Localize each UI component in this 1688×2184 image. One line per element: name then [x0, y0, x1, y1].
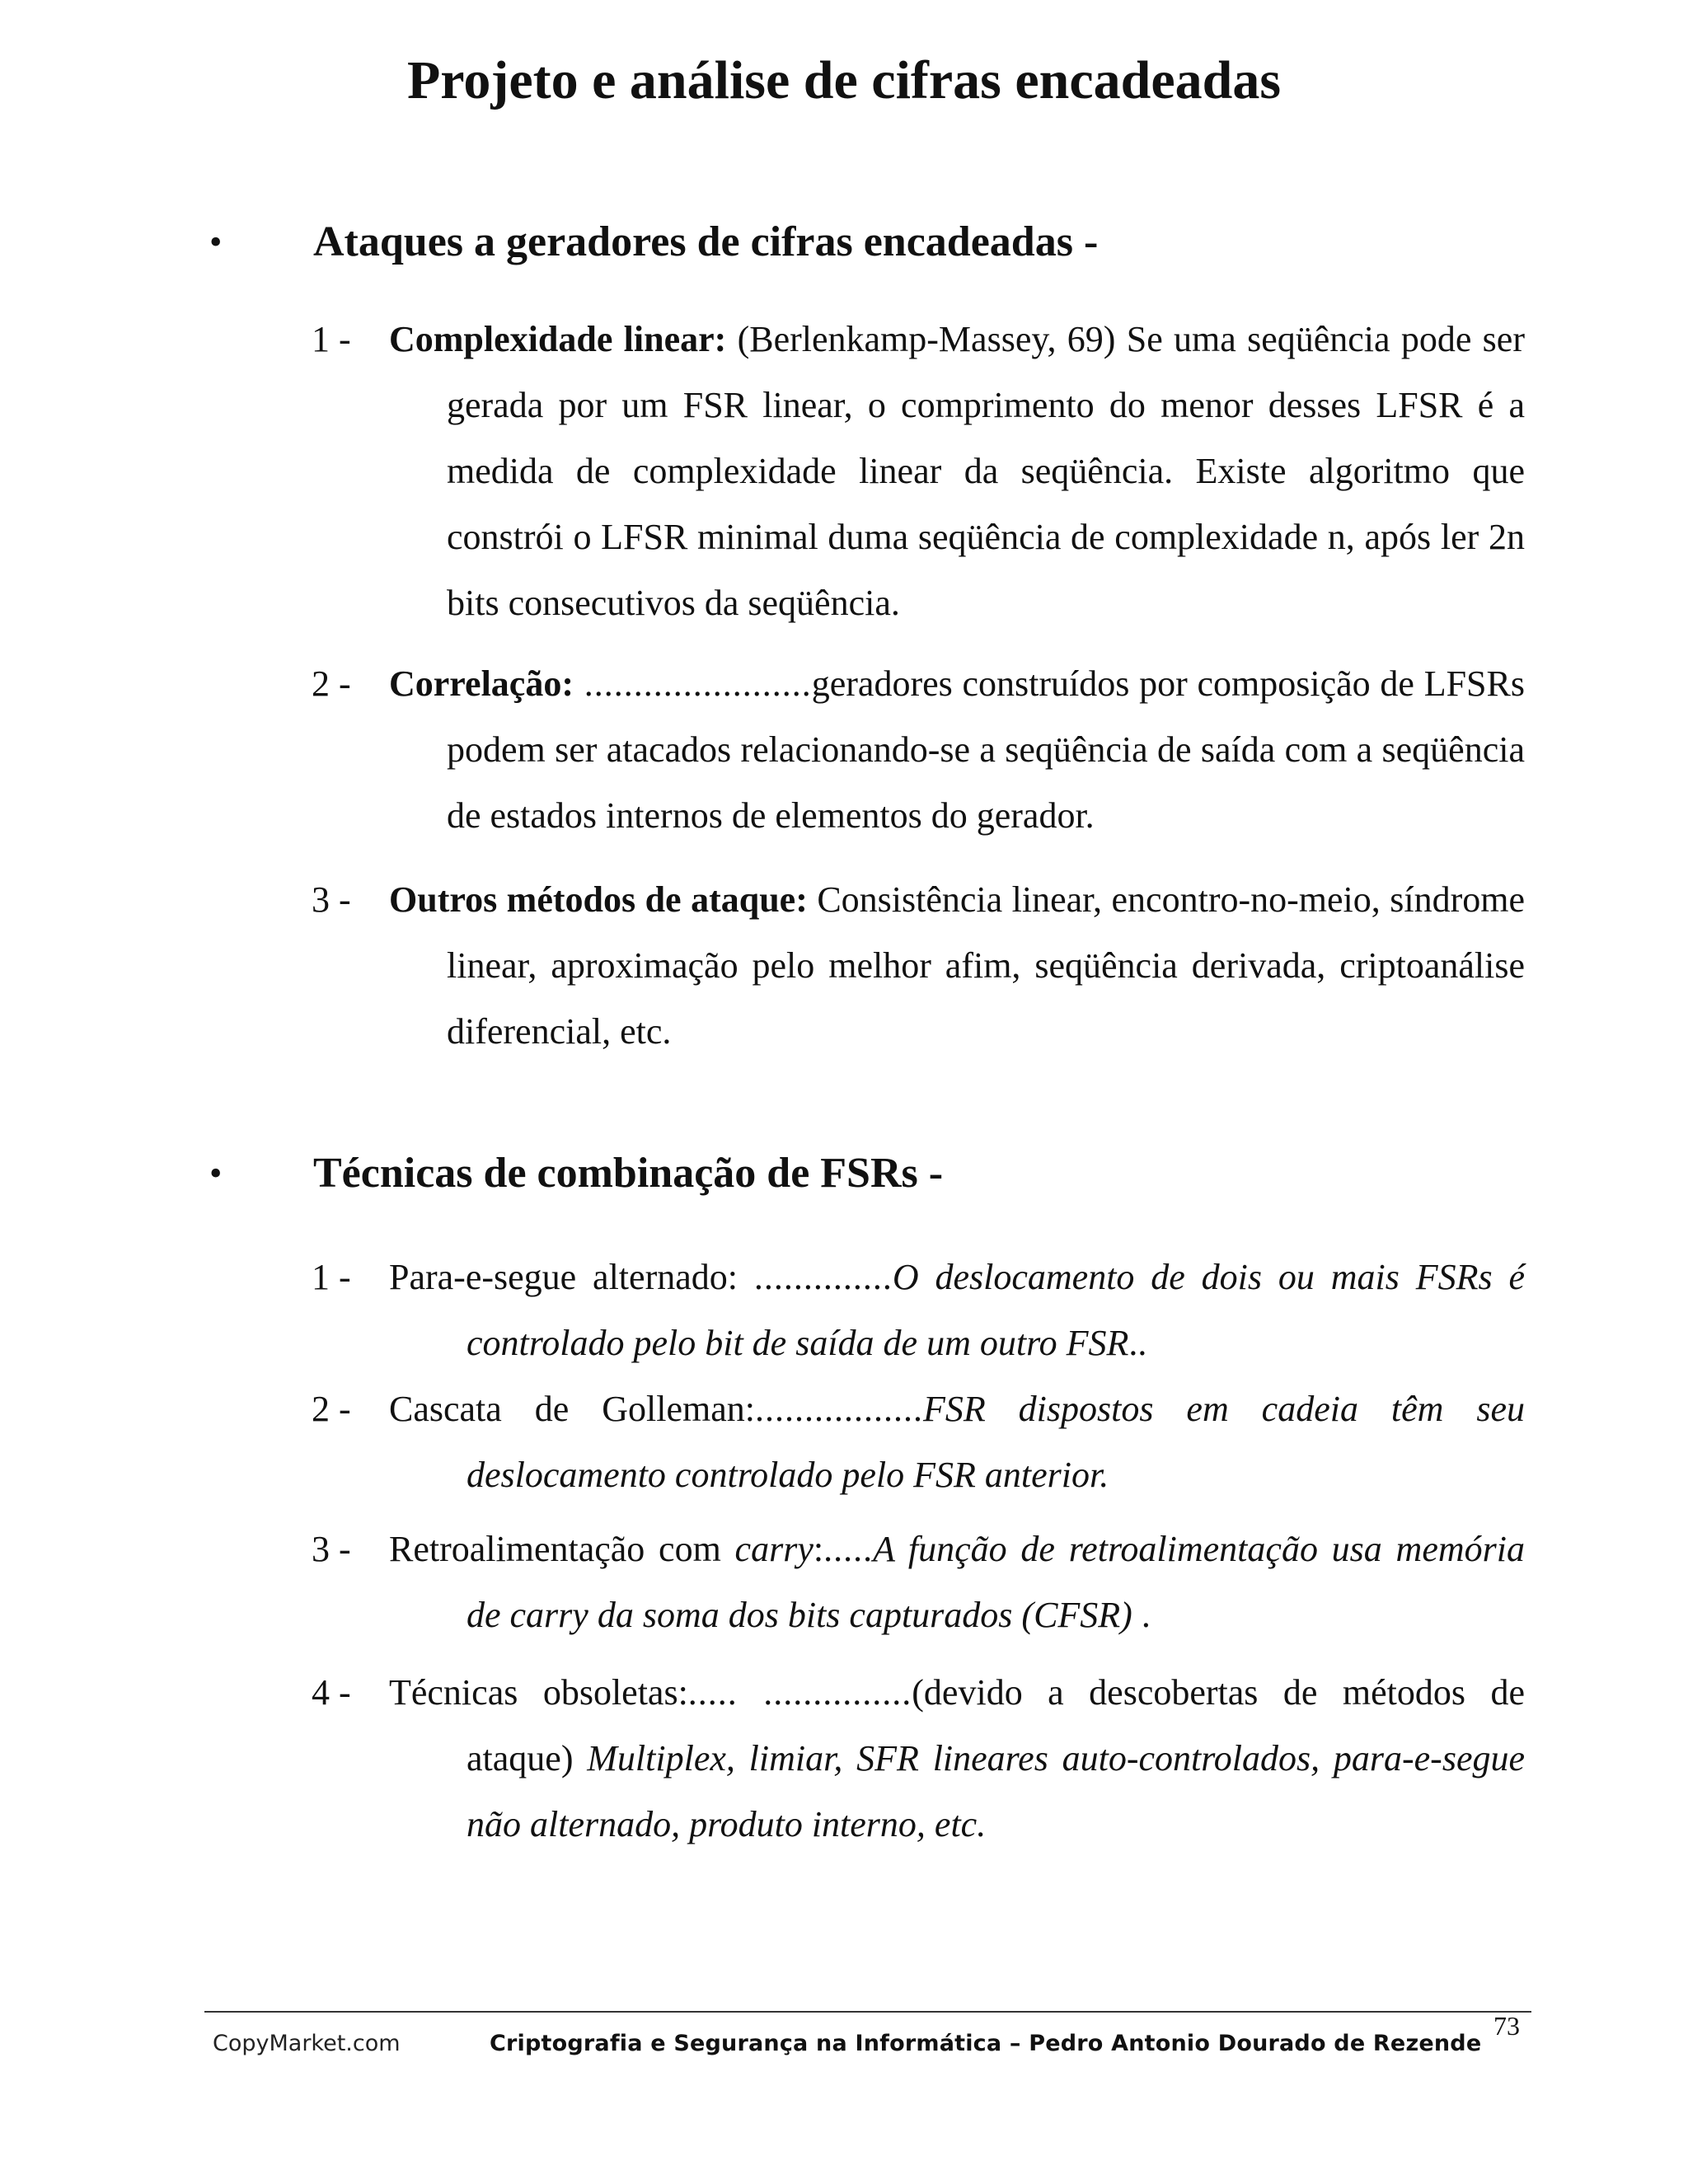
- item-body: FSR dispostos em cadeia têm seu deslocamento controlado pelo FSR anterior.: [467, 1389, 1526, 1495]
- item-label: Técnicas obsoletas:: [389, 1672, 688, 1713]
- item-text: [389, 307, 1525, 636]
- item-leader-dots: .....: [823, 1529, 874, 1569]
- page-number: 73: [1493, 2011, 1520, 2041]
- item-label: Cascata de Golleman:: [389, 1389, 755, 1429]
- item-leader-dots: .................: [754, 1389, 923, 1429]
- item-lead: Complexidade linear:: [389, 319, 727, 359]
- footer-book-title: Criptografia e Segurança na Informática – Pedro Antonio Dourado de Rezende: [490, 2031, 1482, 2056]
- item-label: Retroalimentação com: [389, 1529, 735, 1569]
- item-body: O deslocamento de dois ou mais FSRs é controlado pelo bit de saída de um outro FSR: [467, 1257, 1525, 1363]
- item-number: 3 -: [312, 879, 351, 920]
- item-label-colon: :: [813, 1529, 824, 1569]
- bullet-icon: •: [209, 1153, 223, 1193]
- item-number: 1 -: [312, 1257, 351, 1297]
- item-body: Multiplex, limiar, SFR lineares auto-controlados, para-e-segue não alternado, produto interno, etc.: [467, 1738, 1525, 1844]
- item-text: [389, 867, 1525, 1065]
- item-body: Consistência linear, encontro-no-meio, síndrome linear, aproximação pelo melhor afim, seqüência derivada, criptoanálise diferencial, etc.: [447, 879, 1525, 1052]
- item-body: A função de retroalimentação usa memória de carry da soma dos bits capturados (CFSR): [467, 1529, 1525, 1635]
- footer-site: CopyMarket.com: [213, 2031, 401, 2056]
- item-lead: Correlação:: [389, 663, 574, 704]
- page-title: Projeto e análise de cifras encadeadas: [406, 50, 1282, 110]
- item-body: (Berlenkamp-Massey, 69) Se uma seqüência pode ser gerada por um FSR linear, o comprimento do menor desses LFSR é a medida de complexidade linear da seqüência. Existe algoritmo que constrói o LFSR minimal duma seqüência de complexidade n, após ler 2n bits consecutivos da seqüência.: [447, 319, 1525, 623]
- item-text: [389, 1516, 1525, 1648]
- item-number: 2 -: [312, 1389, 351, 1429]
- item-number: 1 -: [312, 319, 351, 359]
- item-text: [389, 1660, 1525, 1858]
- item-text: [389, 1244, 1525, 1376]
- item-label-italic: carry: [734, 1529, 814, 1569]
- bullet-icon: •: [209, 222, 223, 262]
- section-heading: Ataques a geradores de cifras encadeadas -: [313, 218, 1099, 265]
- item-number: 4 -: [312, 1672, 351, 1713]
- item-lead: Outros métodos de ataque:: [389, 879, 808, 920]
- item-leader-dots: .......................: [573, 663, 812, 704]
- section-heading: Técnicas de combinação de FSRs -: [313, 1150, 944, 1197]
- item-tail: .: [1132, 1595, 1151, 1635]
- item-number: 3 -: [312, 1529, 351, 1569]
- footer-divider: [204, 2011, 1531, 2013]
- item-tail: ..: [1128, 1323, 1147, 1363]
- item-text: [389, 651, 1525, 849]
- item-plain: (devido a descobertas de métodos de ataque): [467, 1672, 1525, 1779]
- item-leader-dots: ..... ...............: [687, 1672, 912, 1713]
- item-number: 2 -: [312, 663, 351, 704]
- item-leader-dots: ..............: [753, 1257, 893, 1297]
- item-body: geradores construídos por composição de LFSRs podem ser atacados relacionando-se a seqüência de saída com a seqüência de estados internos de elementos do gerador.: [447, 663, 1525, 836]
- item-text: [389, 1376, 1525, 1508]
- item-label: Para-e-segue alternado:: [389, 1257, 754, 1297]
